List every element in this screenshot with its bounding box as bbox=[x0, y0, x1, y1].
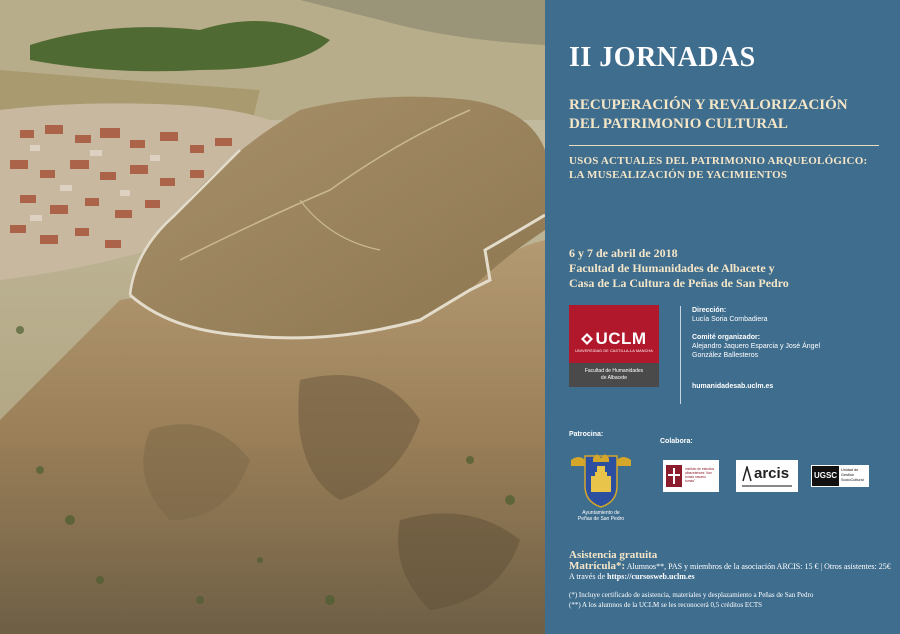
theme-line-2: LA MUSEALIZACIÓN DE YACIMIENTOS bbox=[569, 169, 788, 181]
collab-logo-arcis-text: arcis bbox=[754, 465, 790, 482]
event-dates: 6 y 7 de abril de 2018 bbox=[569, 246, 678, 260]
registration-block bbox=[569, 561, 899, 582]
colabora-label: Colabora: bbox=[660, 438, 693, 445]
patrocina-name-line-2: Peñas de San Pedro bbox=[577, 516, 625, 522]
patrocina-label: Patrocina: bbox=[569, 431, 604, 438]
direction-label: Dirección: bbox=[692, 307, 727, 314]
subtitle-line-2: DEL PATRIMONIO CULTURAL bbox=[569, 116, 788, 132]
uclm-logo bbox=[569, 305, 659, 387]
event-subtitle bbox=[569, 96, 894, 134]
committee-label: Comité organizador: bbox=[692, 334, 761, 341]
website-link[interactable]: humanidadesab.uclm.es bbox=[692, 383, 774, 390]
patrocina-name-line-1: Ayuntamiento de bbox=[582, 510, 620, 516]
registration-via: A través de bbox=[569, 572, 605, 581]
patrocina-name bbox=[563, 510, 639, 522]
divider-rule bbox=[569, 145, 879, 146]
collab-logo-arcis bbox=[736, 460, 798, 492]
event-venue-line-2: Casa de La Cultura de Peñas de San Pedro bbox=[569, 276, 789, 290]
direction-block bbox=[692, 306, 892, 391]
event-venue-line-1: Facultad de Humanidades de Albacete y bbox=[569, 261, 775, 275]
free-attendance: Asistencia gratuita bbox=[569, 549, 658, 561]
uclm-faculty-label bbox=[569, 363, 659, 387]
iea-emblem-icon bbox=[666, 465, 682, 487]
collab-logo-ugsc-sub: Unidad de Gestión SocioCultural bbox=[841, 468, 864, 482]
director-name: Lucía Soria Combadiera bbox=[692, 316, 768, 323]
event-theme bbox=[569, 154, 894, 182]
theme-line-1: USOS ACTUALES DEL PATRIMONIO ARQUEOLÓGICO: bbox=[569, 155, 868, 167]
committee-line-1: Alejandro Jaquero Esparcia y José Ángel bbox=[692, 343, 821, 350]
uclm-logo-name: UCLM bbox=[595, 329, 647, 348]
faculty-line-2: de Albacete bbox=[600, 375, 628, 381]
note-2: (**) A los alumnos de la UCLM se les reconocerá 0,5 créditos ECTS bbox=[569, 601, 763, 609]
vertical-divider bbox=[680, 306, 681, 404]
event-info bbox=[569, 246, 894, 291]
uclm-cross-icon bbox=[581, 330, 593, 342]
collab-logo-ugsc-text: UGSC bbox=[812, 466, 839, 486]
event-title: II JORNADAS bbox=[569, 42, 756, 73]
committee-line-2: González Ballesteros bbox=[692, 352, 759, 359]
registration-fees: Alumnos**, PAS y miembros de la asociación ARCIS: 15 € | Otros asistentes: 25€ bbox=[626, 562, 891, 571]
info-panel bbox=[545, 0, 900, 634]
footnotes bbox=[569, 590, 899, 610]
subtitle-line-1: RECUPERACIÓN Y REVALORIZACIÓN bbox=[569, 97, 848, 113]
collab-logo-ugsc bbox=[811, 465, 869, 487]
registration-url[interactable]: https://cursosweb.uclm.es bbox=[607, 572, 695, 581]
collab-logo-iea bbox=[663, 460, 719, 492]
coat-of-arms-icon bbox=[569, 452, 633, 508]
registration-label: Matrícula*: bbox=[569, 560, 626, 572]
note-1: (*) Incluye certificado de asistencia, materiales y desplazamiento a Peñas de San Pedro bbox=[569, 591, 814, 599]
collab-logo-iea-text: instituto de estudios albacetenses "don tomás navarro tomás" bbox=[685, 467, 715, 483]
faculty-line-1: Facultad de Humanidades bbox=[584, 368, 644, 374]
arcis-mark-icon bbox=[742, 466, 752, 482]
uclm-logo-tagline: UNIVERSIDAD DE CASTILLA-LA MANCHA bbox=[575, 349, 653, 353]
